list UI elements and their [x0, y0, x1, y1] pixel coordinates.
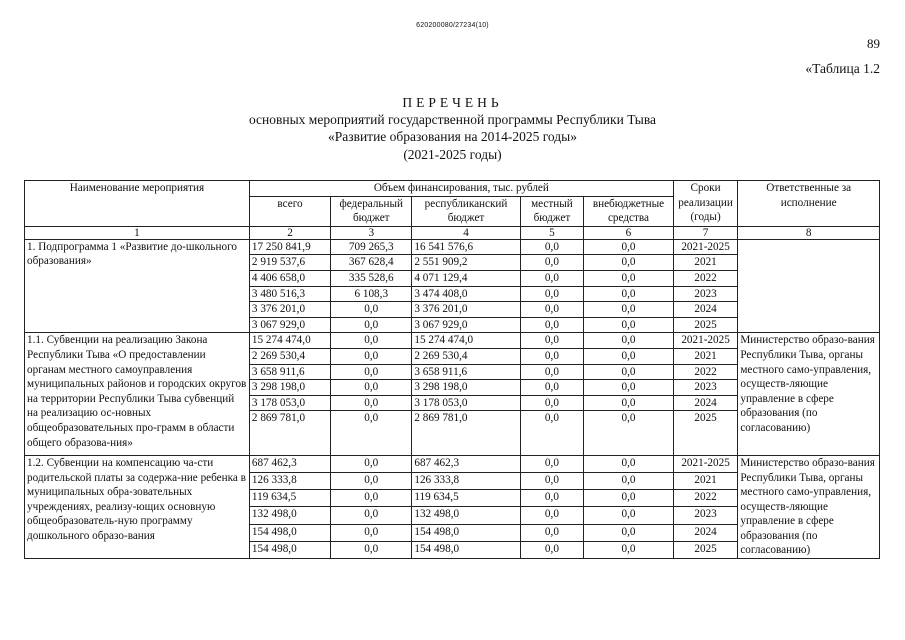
value-federal: 0,0 [331, 302, 412, 318]
responsible-party: Министерство образо-вания Республики Тыва, органы местного само-управления, осуществ-ляющие управление в сфере образования (по согласованию) [738, 333, 880, 456]
value-local: 0,0 [520, 302, 584, 318]
value-years: 2021 [673, 255, 738, 271]
value-republic: 3 658 911,6 [412, 364, 520, 380]
activities-table [24, 180, 880, 559]
value-republic: 3 474 408,0 [412, 286, 520, 302]
value-republic: 3 067 929,0 [412, 317, 520, 333]
column-number: 2 [249, 226, 330, 239]
header-federal: федеральный бюджет [331, 196, 412, 226]
value-years: 2021-2025 [673, 455, 738, 472]
value-total: 3 298 198,0 [249, 380, 330, 396]
column-number: 3 [331, 226, 412, 239]
value-local: 0,0 [520, 524, 584, 541]
value-total: 3 480 516,3 [249, 286, 330, 302]
value-years: 2022 [673, 364, 738, 380]
value-years: 2021-2025 [673, 333, 738, 349]
value-extra: 0,0 [584, 411, 674, 456]
value-federal: 0,0 [331, 507, 412, 524]
table-row [25, 239, 880, 255]
value-years: 2023 [673, 286, 738, 302]
header-funding: Объем финансирования, тыс. рублей [249, 181, 673, 197]
value-republic: 4 071 129,4 [412, 270, 520, 286]
activity-name: 1.1. Субвенции на реализацию Закона Республики Тыва «О предоставлении органам местного самоуправления муниципальных районов и городских округов на территории Республики Тыва субвенций на реализацию ос-новных общеобразовательных про-грамм в области общего образова-ния» [25, 333, 250, 456]
value-federal: 0,0 [331, 395, 412, 411]
document-id: 620200080/27234(10) [416, 22, 489, 29]
responsible-party: Министерство образо-вания Республики Тыва, органы местного само-управления, осуществ-ляющие управление в сфере образования (по согласованию) [738, 455, 880, 558]
value-extra: 0,0 [584, 455, 674, 472]
table-label: «Таблица 1.2 [805, 61, 880, 76]
value-total: 119 634,5 [249, 490, 330, 507]
column-number: 6 [584, 226, 674, 239]
value-republic: 119 634,5 [412, 490, 520, 507]
column-number: 1 [25, 226, 250, 239]
column-number: 5 [520, 226, 584, 239]
value-federal: 0,0 [331, 364, 412, 380]
value-local: 0,0 [520, 317, 584, 333]
value-total: 126 333,8 [249, 473, 330, 490]
value-extra: 0,0 [584, 507, 674, 524]
value-republic: 154 498,0 [412, 524, 520, 541]
value-extra: 0,0 [584, 364, 674, 380]
value-local: 0,0 [520, 239, 584, 255]
value-local: 0,0 [520, 364, 584, 380]
value-federal: 6 108,3 [331, 286, 412, 302]
header-responsible: Ответственные за исполнение [738, 181, 880, 227]
value-years: 2022 [673, 270, 738, 286]
value-federal: 0,0 [331, 490, 412, 507]
value-republic: 154 498,0 [412, 541, 520, 558]
value-republic: 687 462,3 [412, 455, 520, 472]
value-local: 0,0 [520, 455, 584, 472]
value-republic: 3 376 201,0 [412, 302, 520, 318]
value-extra: 0,0 [584, 239, 674, 255]
value-extra: 0,0 [584, 255, 674, 271]
value-total: 3 376 201,0 [249, 302, 330, 318]
column-number: 4 [412, 226, 520, 239]
value-federal: 0,0 [331, 380, 412, 396]
value-years: 2025 [673, 411, 738, 456]
document-subtitle: основных мероприятий государственной программы Республики Тыва [248, 112, 657, 127]
value-years: 2024 [673, 524, 738, 541]
value-local: 0,0 [520, 473, 584, 490]
header-terms: Сроки реализации (годы) [673, 181, 738, 227]
value-total: 687 462,3 [249, 455, 330, 472]
column-number: 8 [738, 226, 880, 239]
header-local: местный бюджет [520, 196, 584, 226]
value-federal: 0,0 [331, 541, 412, 558]
value-total: 3 658 911,6 [249, 364, 330, 380]
value-extra: 0,0 [584, 473, 674, 490]
header-name: Наименование мероприятия [25, 181, 250, 227]
responsible-party [738, 239, 880, 333]
value-years: 2024 [673, 395, 738, 411]
value-local: 0,0 [520, 255, 584, 271]
value-federal: 0,0 [331, 333, 412, 349]
value-extra: 0,0 [584, 348, 674, 364]
value-extra: 0,0 [584, 286, 674, 302]
value-extra: 0,0 [584, 270, 674, 286]
value-years: 2022 [673, 490, 738, 507]
value-total: 4 406 658,0 [249, 270, 330, 286]
value-republic: 3 298 198,0 [412, 380, 520, 396]
value-extra: 0,0 [584, 395, 674, 411]
value-local: 0,0 [520, 395, 584, 411]
value-years: 2021 [673, 348, 738, 364]
value-federal: 0,0 [331, 317, 412, 333]
value-total: 132 498,0 [249, 507, 330, 524]
value-local: 0,0 [520, 541, 584, 558]
value-extra: 0,0 [584, 317, 674, 333]
page-number: 89 [867, 36, 880, 51]
value-federal: 0,0 [331, 348, 412, 364]
value-federal: 709 265,3 [331, 239, 412, 255]
value-local: 0,0 [520, 411, 584, 456]
value-total: 3 067 929,0 [249, 317, 330, 333]
period: (2021-2025 годы) [403, 147, 502, 162]
value-republic: 126 333,8 [412, 473, 520, 490]
value-total: 3 178 053,0 [249, 395, 330, 411]
value-republic: 3 178 053,0 [412, 395, 520, 411]
column-number: 7 [673, 226, 738, 239]
value-years: 2025 [673, 541, 738, 558]
header-extra: внебюджетные средства [584, 196, 674, 226]
value-years: 2025 [673, 317, 738, 333]
value-years: 2023 [673, 507, 738, 524]
value-republic: 15 274 474,0 [412, 333, 520, 349]
value-republic: 132 498,0 [412, 507, 520, 524]
value-total: 17 250 841,9 [249, 239, 330, 255]
value-local: 0,0 [520, 490, 584, 507]
value-local: 0,0 [520, 333, 584, 349]
program-name: «Развитие образования на 2014-2025 годы» [328, 129, 577, 144]
value-extra: 0,0 [584, 333, 674, 349]
value-years: 2021-2025 [673, 239, 738, 255]
value-total: 15 274 474,0 [249, 333, 330, 349]
table-row [25, 455, 880, 472]
value-total: 154 498,0 [249, 524, 330, 541]
header-total: всего [249, 196, 330, 226]
value-republic: 2 269 530,4 [412, 348, 520, 364]
activity-name: 1. Подпрограмма 1 «Развитие до-школьного образования» [25, 239, 250, 333]
value-years: 2021 [673, 473, 738, 490]
value-extra: 0,0 [584, 524, 674, 541]
value-total: 2 269 530,4 [249, 348, 330, 364]
value-republic: 2 551 909,2 [412, 255, 520, 271]
value-local: 0,0 [520, 507, 584, 524]
value-total: 154 498,0 [249, 541, 330, 558]
value-federal: 335 528,6 [331, 270, 412, 286]
table-row [25, 333, 880, 349]
value-federal: 367 628,4 [331, 255, 412, 271]
value-years: 2023 [673, 380, 738, 396]
value-years: 2024 [673, 302, 738, 318]
value-extra: 0,0 [584, 541, 674, 558]
value-extra: 0,0 [584, 490, 674, 507]
activity-name: 1.2. Субвенции на компенсацию ча-сти родительской платы за содержа-ние ребенка в муниципальных обра-зовательных учреждениях, реализу-ющих основную общеобразователь-ную программу дошкольного образо-вания [25, 455, 250, 558]
value-extra: 0,0 [584, 302, 674, 318]
value-republic: 2 869 781,0 [412, 411, 520, 456]
value-extra: 0,0 [584, 380, 674, 396]
value-federal: 0,0 [331, 524, 412, 541]
value-total: 2 869 781,0 [249, 411, 330, 456]
value-local: 0,0 [520, 348, 584, 364]
document-title: ПЕРЕЧЕНЬ [402, 95, 503, 110]
value-total: 2 919 537,6 [249, 255, 330, 271]
value-local: 0,0 [520, 286, 584, 302]
value-federal: 0,0 [331, 411, 412, 456]
value-federal: 0,0 [331, 455, 412, 472]
column-numbers-row [25, 226, 880, 239]
value-local: 0,0 [520, 270, 584, 286]
value-federal: 0,0 [331, 473, 412, 490]
value-local: 0,0 [520, 380, 584, 396]
header-republic: республиканский бюджет [412, 196, 520, 226]
value-republic: 16 541 576,6 [412, 239, 520, 255]
